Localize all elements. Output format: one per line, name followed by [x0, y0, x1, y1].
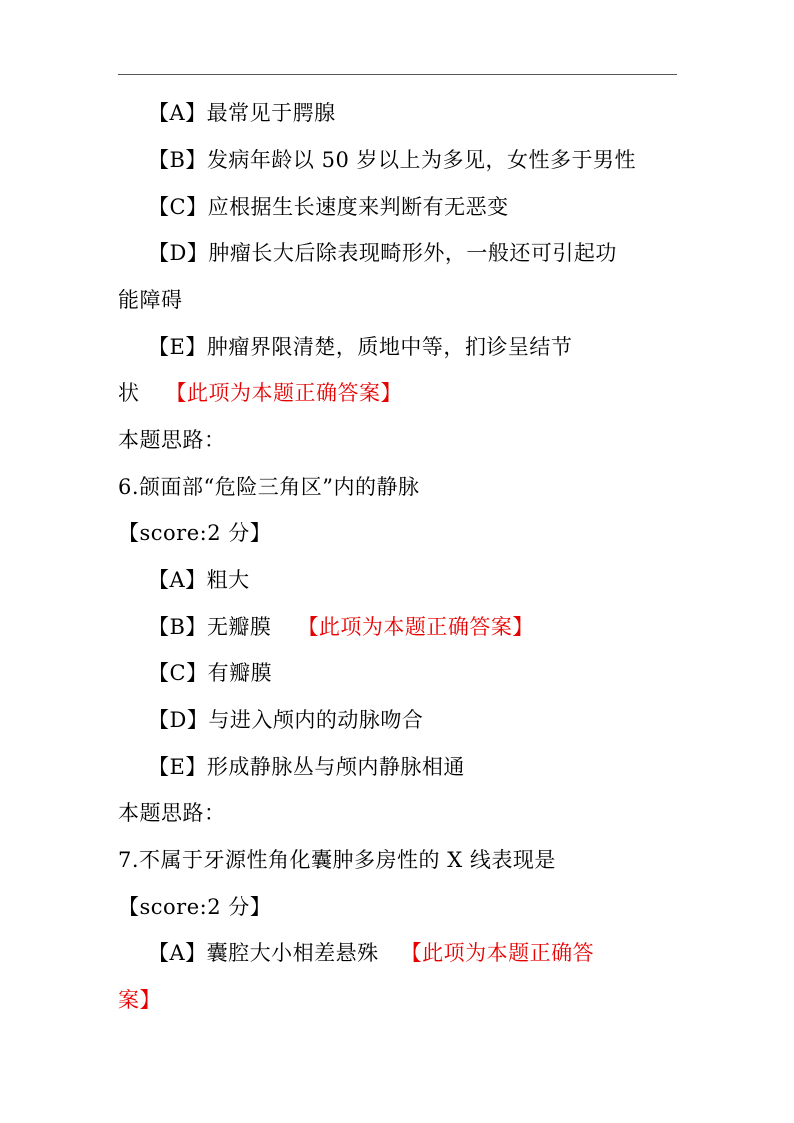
correct-answer-badge-continuation: 案】 — [118, 988, 161, 1012]
option-text: 有瓣膜 — [207, 661, 273, 685]
q6-analysis — [118, 798, 226, 828]
option-text: 最常见于腭腺 — [206, 101, 336, 125]
q5-analysis — [118, 425, 226, 455]
option-text: 无瓣膜 — [206, 615, 272, 639]
q5-option-d[interactable] — [148, 238, 617, 268]
option-text: 发病年龄以 50 岁以上为多见，女性多于男性 — [206, 148, 637, 172]
q7-option-a-continuation — [118, 985, 161, 1015]
option-text: 肿瘤界限清楚，质地中等，扪诊呈结节 — [206, 335, 573, 359]
option-text: 囊腔大小相差悬殊 — [206, 941, 379, 965]
q5-option-b[interactable] — [148, 145, 636, 175]
score-label: 【score:2 分】 — [118, 521, 272, 545]
option-text: 粗大 — [206, 568, 250, 592]
q7-question — [118, 845, 556, 875]
option-text: 形成静脉丛与颅内静脉相通 — [206, 755, 465, 779]
q7-score — [118, 892, 271, 922]
q5-option-c[interactable] — [148, 192, 509, 222]
q6-option-e[interactable] — [148, 752, 465, 782]
option-letter: 【E】 — [148, 755, 207, 779]
option-letter: 【C】 — [148, 195, 208, 219]
option-letter: 【A】 — [148, 941, 207, 965]
option-letter: 【B】 — [148, 148, 207, 172]
option-letter: 【A】 — [148, 101, 207, 125]
option-text-continuation: 状 — [118, 381, 140, 405]
option-text: 应根据生长速度来判断有无恶变 — [207, 195, 509, 219]
q6-question — [118, 472, 420, 502]
q6-score — [118, 518, 271, 548]
q6-option-c[interactable] — [148, 658, 272, 688]
q6-option-a[interactable] — [148, 565, 250, 595]
option-letter: 【E】 — [148, 335, 207, 359]
analysis-label: 本题思路： — [118, 428, 226, 452]
q7-option-a[interactable] — [148, 938, 594, 968]
option-letter: 【D】 — [148, 241, 209, 265]
option-text: 肿瘤长大后除表现畸形外，一般还可引起功 — [208, 241, 617, 265]
q6-option-b[interactable] — [148, 612, 534, 642]
option-letter: 【A】 — [148, 568, 207, 592]
question-text: 6.颌面部“危险三角区”内的静脉 — [118, 475, 420, 499]
correct-answer-badge: 【此项为本题正确答案】 — [165, 381, 402, 405]
option-text: 与进入颅内的动脉吻合 — [208, 708, 424, 732]
option-letter: 【B】 — [148, 615, 207, 639]
correct-answer-badge: 【此项为本题正确答 — [400, 941, 595, 965]
q5-option-e[interactable] — [148, 332, 572, 362]
q5-option-a[interactable] — [148, 98, 336, 128]
analysis-label: 本题思路： — [118, 801, 226, 825]
q6-option-d[interactable] — [148, 705, 423, 735]
option-letter: 【D】 — [148, 708, 209, 732]
q5-option-e-continuation — [118, 378, 402, 408]
header-rule — [118, 74, 677, 75]
option-text-continuation: 能障碍 — [118, 288, 183, 312]
correct-answer-badge: 【此项为本题正确答案】 — [297, 615, 534, 639]
score-label: 【score:2 分】 — [118, 895, 272, 919]
option-letter: 【C】 — [148, 661, 208, 685]
question-text: 7.不属于牙源性角化囊肿多房性的 X 线表现是 — [118, 848, 556, 872]
q5-option-d-continuation — [118, 285, 183, 315]
